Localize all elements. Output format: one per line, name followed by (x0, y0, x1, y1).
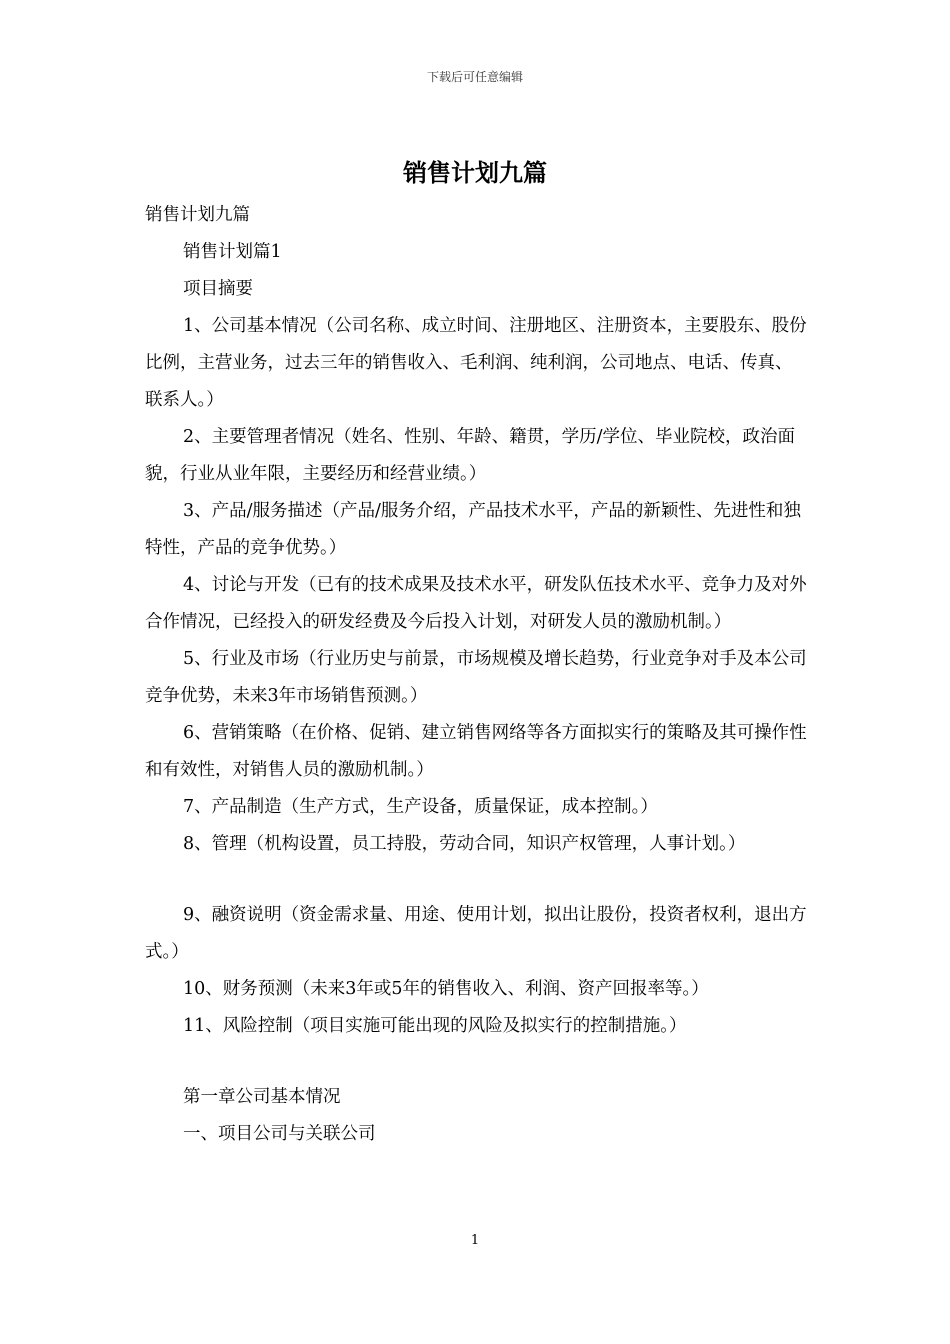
summary-item-3: 3、产品/服务描述（产品/服务介绍，产品技术水平，产品的新颖性、先进性和独特性，产品的竞争优势。） (145, 501, 801, 558)
page-header: 下载后可任意编辑 (426, 70, 523, 84)
summary-item-6: 6、营销策略（在价格、促销、建立销售网络等各方面拟实行的策略及其可操作性和有效性，对销售人员的激励机制。） (145, 723, 807, 780)
summary-item-9: 9、融资说明（资金需求量、用途、使用计划，拟出让股份，投资者权利，退出方式。） (145, 905, 807, 962)
chapter-item: 一、项目公司与关联公司 (183, 1124, 376, 1144)
summary-heading: 项目摘要 (183, 279, 253, 299)
paragraph-gap (145, 1045, 807, 1079)
summary-item-7: 7、产品制造（生产方式，生产设备，质量保证，成本控制。） (183, 797, 658, 817)
section-label: 销售计划篇1 (183, 242, 282, 262)
subtitle-line: 销售计划九篇 (145, 205, 250, 225)
document-body (145, 197, 807, 1153)
paragraph-gap (145, 863, 807, 897)
summary-item-2: 2、主要管理者情况（姓名、性别、年龄、籍贯，学历/学位、毕业院校，政治面貌，行业从业年限，主要经历和经营业绩。） (145, 427, 796, 484)
document-title: 销售计划九篇 (403, 159, 547, 187)
summary-item-4: 4、讨论与开发（已有的技术成果及技术水平，研发队伍技术水平、竞争力及对外合作情况，已经投入的研发经费及今后投入计划，对研发人员的激励机制。） (145, 575, 807, 632)
summary-item-1: 1、公司基本情况（公司名称、成立时间、注册地区、注册资本，主要股东、股份比例，主营业务，过去三年的销售收入、毛利润、纯利润，公司地点、电话、传真、联系人。） (145, 316, 807, 410)
summary-item-8: 8、管理（机构设置，员工持股，劳动合同，知识产权管理，人事计划。） (183, 834, 746, 854)
page-number: 1 (470, 1233, 480, 1248)
chapter-heading: 第一章公司基本情况 (183, 1087, 341, 1107)
summary-item-11: 11、风险控制（项目实施可能出现的风险及拟实行的控制措施。） (183, 1016, 687, 1036)
summary-item-10: 10、财务预测（未来3年或5年的销售收入、利润、资产回报率等。） (183, 979, 709, 999)
summary-item-5: 5、行业及市场（行业历史与前景，市场规模及增长趋势，行业竞争对手及本公司竞争优势，未来3年市场销售预测。） (145, 649, 807, 706)
